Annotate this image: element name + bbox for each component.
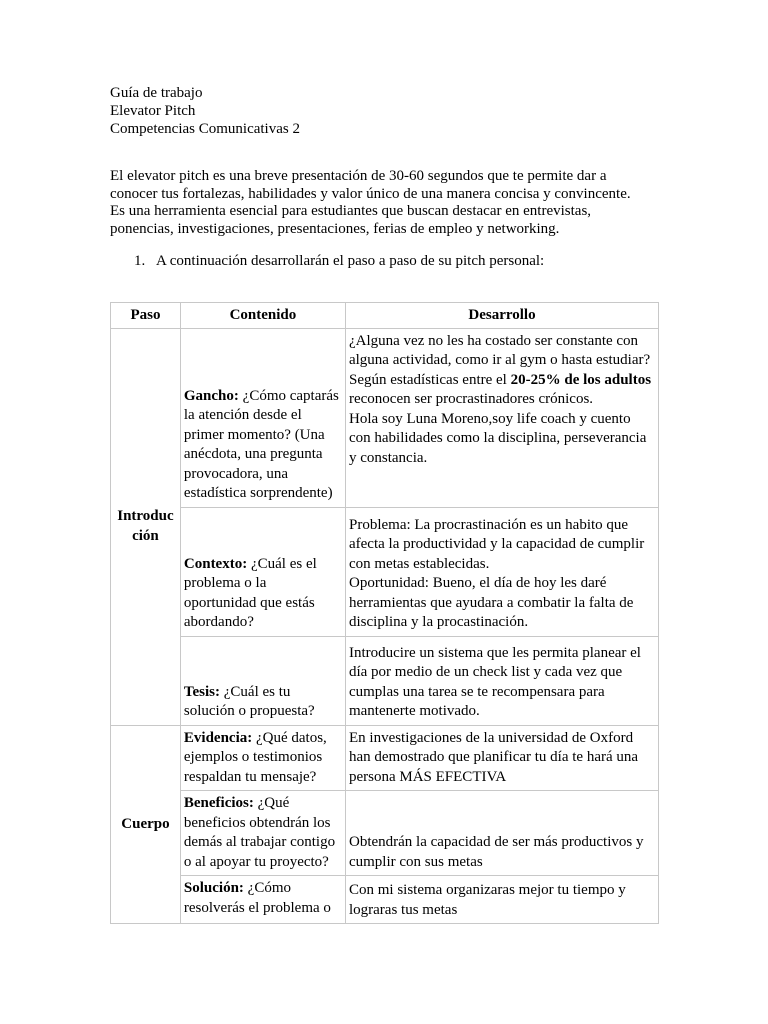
contexto-content <box>180 507 345 636</box>
intro-line: Es una herramienta esencial para estudiantes que buscan destacar en entrevistas, <box>110 203 592 219</box>
evidencia-development: En investigaciones de la universidad de Oxford han demostrado que planificar tu día te hará una persona MÁS EFECTIVA <box>345 725 658 791</box>
beneficios-label: Beneficios: <box>183 795 254 811</box>
gancho-dev-text: ¿Alguna vez no les ha costado ser constante con alguna actividad, como ir al gym o hasta estudiar? Según estadísticas entre el <box>348 332 651 388</box>
solucion-content <box>180 876 345 924</box>
table-row-contexto <box>111 507 659 636</box>
tesis-content <box>180 636 345 725</box>
beneficios-question: ¿Qué beneficios obtendrán los demás al trabajar contigo o al apoyar tu proyecto? <box>183 795 336 870</box>
header-line-course: Competencias Comunicativas 2 <box>110 121 300 137</box>
evidencia-label: Evidencia: <box>183 729 253 746</box>
evidencia-content <box>180 725 345 791</box>
beneficios-content <box>180 791 345 876</box>
header-paso: Paso <box>111 303 181 329</box>
intro-line: ponencias, investigaciones, presentaciones, ferias de empleo y networking. <box>110 220 560 237</box>
header-desarrollo: Desarrollo <box>345 303 658 329</box>
evidencia-question: ¿Qué datos, ejemplos o testimonios respaldan tu mensaje? <box>183 729 327 785</box>
intro-line: conocer tus fortalezas, habilidades y valor único de una manera concisa y convincente. <box>110 185 631 202</box>
section-cuerpo: Cuerpo <box>111 725 181 924</box>
gancho-dev-intro: Hola soy Luna Moreno,soy life coach y cuento con habilidades como la disciplina, perseverancia y constancia. <box>348 410 647 466</box>
gancho-dev-stat: 20-25% de los adultos <box>510 371 652 388</box>
tesis-development: Introducire un sistema que les permita planear el día por medio de un check list y cada vez que cumplas una tarea se te recompensara para mantenerte motivado. <box>345 636 658 725</box>
pitch-table <box>110 302 659 924</box>
solucion-question: ¿Cómo resolverás el problema o <box>183 880 331 916</box>
intro-paragraph <box>110 168 650 238</box>
contexto-dev-problem: Problema: La procrastinación es un habito que afecta la productividad y la capacidad de cumplir con metas establecidas. <box>348 516 645 572</box>
header-contenido: Contenido <box>180 303 345 329</box>
header-line-guide: Guía de trabajo <box>110 85 203 101</box>
step-item <box>134 253 544 270</box>
gancho-dev-text-end: reconocen ser procrastinadores crónicos. <box>348 391 594 407</box>
gancho-label: Gancho: <box>183 387 239 404</box>
step-text: A continuación desarrollarán el paso a paso de su pitch personal: <box>156 253 545 269</box>
solucion-development: Con mi sistema organizaras mejor tu tiempo y lograras tus metas <box>345 876 658 924</box>
beneficios-development: Obtendrán la capacidad de ser más productivos y cumplir con sus metas <box>345 791 658 876</box>
table-row-tesis <box>111 636 659 725</box>
contexto-development <box>345 507 658 636</box>
document-header <box>110 84 300 138</box>
table-row-solucion <box>111 876 659 924</box>
solucion-label: Solución: <box>183 880 244 896</box>
header-line-topic: Elevator Pitch <box>110 103 196 119</box>
section-introduccion: Introducción <box>111 328 181 725</box>
tesis-question: ¿Cuál es tu solución o propuesta? <box>183 683 315 719</box>
step-number: 1. <box>134 253 146 269</box>
table-row-evidencia <box>111 725 659 791</box>
gancho-question: ¿Cómo captarás la atención desde el primer momento? (Una anécdota, una pregunta provocadora, una estadística sorprendente) <box>183 387 339 501</box>
tesis-label: Tesis: <box>183 683 221 700</box>
gancho-development <box>345 328 658 507</box>
contexto-question: ¿Cuál es el problema o la oportunidad que estás abordando? <box>183 555 317 630</box>
table-row-gancho <box>111 328 659 507</box>
gancho-content <box>180 328 345 507</box>
contexto-label: Contexto: <box>183 555 248 572</box>
table-row-beneficios <box>111 791 659 876</box>
contexto-dev-opportunity: Oportunidad: Bueno, el día de hoy les daré herramientas que ayudara a combatir la falta de disciplina y la procastinación. <box>348 575 634 630</box>
intro-line: El elevator pitch es una breve presentación de 30-60 segundos que te permite dar a <box>110 168 607 184</box>
table-header-row <box>111 303 659 329</box>
